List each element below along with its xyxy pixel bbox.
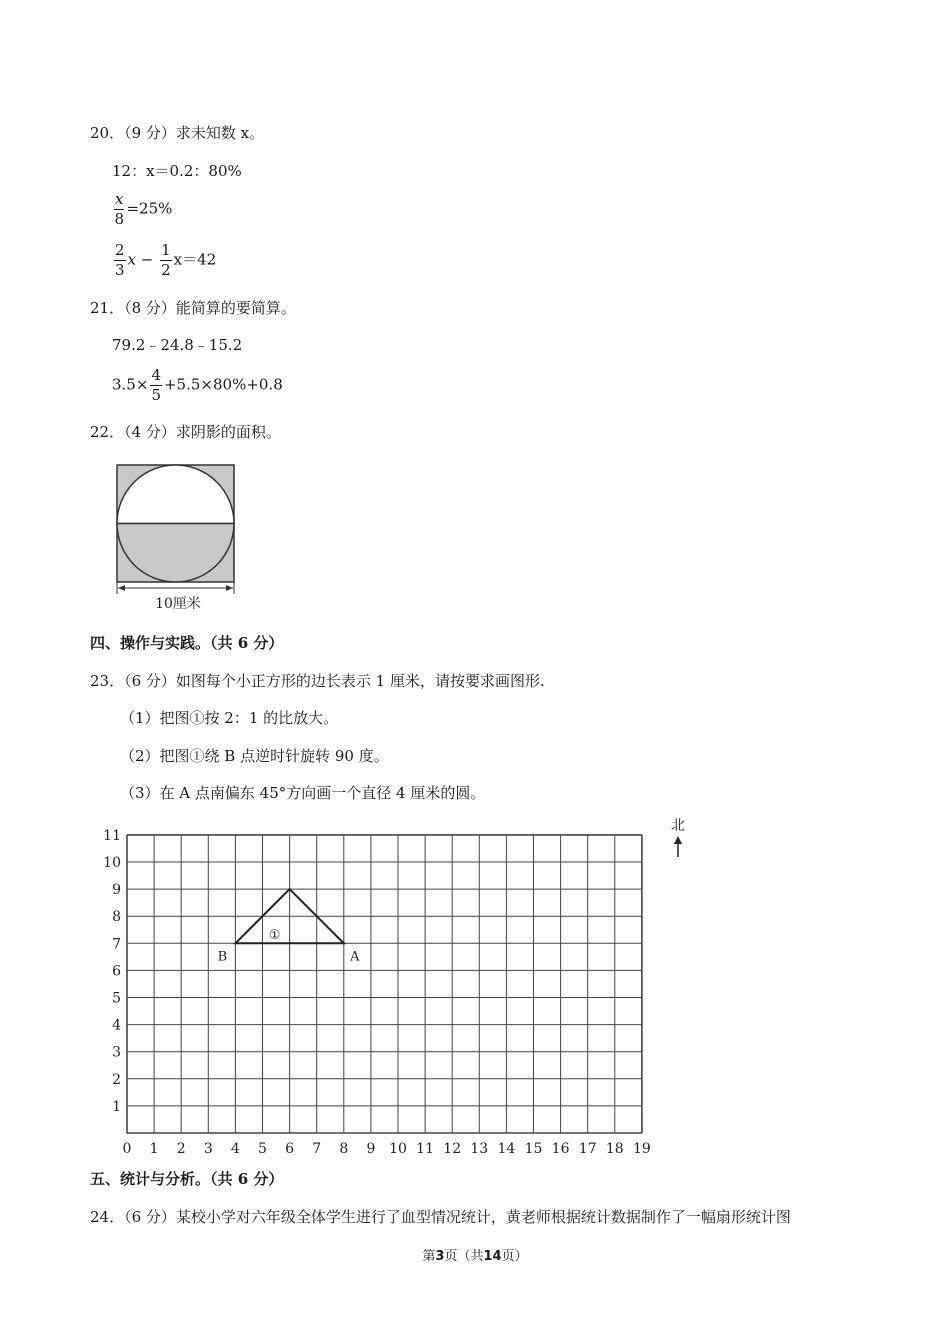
q20-eq2-numerator: x [115, 190, 124, 208]
y-tick-label: 4 [112, 1017, 121, 1034]
x-tick-label: 1 [149, 1141, 159, 1157]
x-tick-label: 15 [524, 1141, 543, 1157]
x-tick-label: 11 [416, 1141, 435, 1157]
x-tick-label: 17 [578, 1141, 597, 1157]
x-tick-label: 9 [366, 1141, 376, 1157]
x-tick-label: 4 [230, 1141, 240, 1157]
q20-equation-3 [112, 243, 216, 278]
q20-eq3-rest: x＝42 [173, 250, 217, 269]
q20-equation-2 [112, 192, 172, 227]
footer-mid: 页（共 [444, 1249, 484, 1264]
x-tick-label: 8 [339, 1141, 349, 1157]
q20-eq3-f1-numerator: 2 [115, 241, 125, 259]
q23-north-arrow-icon [674, 836, 682, 844]
x-tick-label: 18 [605, 1141, 624, 1157]
y-tick-label: 5 [112, 990, 121, 1007]
footer-page-number: 3 [435, 1249, 445, 1264]
q22-shaded-figure [108, 458, 248, 618]
q23-title: 23．（6 分）如图每个小正方形的边长表示 1 厘米，请按要求画图形. [90, 672, 545, 690]
y-tick-label: 10 [103, 855, 121, 871]
q20-eq3-fraction-2 [160, 243, 172, 278]
y-tick-label: 1 [112, 1098, 121, 1115]
q23-north-label: 北 [671, 818, 685, 834]
q22-title: 22．（4 分）求阴影的面积。 [90, 423, 281, 441]
q24-title: 24．（6 分）某校小学对六年级全体学生进行了血型情况统计，黄老师根据统计数据制作了一幅扇形统计图 [90, 1208, 791, 1226]
footer-total-pages: 14 [483, 1249, 502, 1264]
q23-grid-figure [100, 815, 700, 1160]
x-tick-label: 12 [443, 1141, 462, 1157]
section-5-heading: 五、统计与分析。（共 6 分） [90, 1170, 284, 1188]
x-tick-label: 19 [632, 1141, 651, 1157]
q23-grid-tick-labels [103, 828, 651, 1157]
q20-eq3-f2-numerator: 1 [161, 241, 171, 259]
y-tick-label: 2 [112, 1071, 121, 1088]
q23-step-1: （1）把图①按 2：1 的比放大。 [120, 709, 339, 727]
q21-expr2-fraction [150, 368, 162, 403]
x-tick-label: 16 [551, 1141, 570, 1157]
q22-arrow-left [118, 585, 125, 591]
page-footer [0, 1245, 950, 1264]
q23-point-b-label: B [217, 949, 228, 965]
q21-expr2-post: +5.5×80%+0.8 [163, 375, 283, 394]
q20-eq3-f2-denominator: 2 [161, 261, 171, 279]
x-tick-label: 0 [122, 1141, 132, 1157]
q20-eq3-fraction-1 [114, 243, 126, 278]
x-tick-label: 5 [258, 1141, 267, 1157]
q22-dimension-label: 10厘米 [155, 596, 201, 612]
q21-expr2-pre: 3.5× [112, 375, 149, 394]
q21-expression-2 [112, 368, 283, 403]
section-4-heading: 四、操作与实践。（共 6 分） [90, 634, 284, 652]
q20-eq2-denominator: 8 [114, 210, 124, 228]
y-tick-label: 8 [112, 909, 121, 926]
q20-title: 20．（9 分）求未知数 x。 [90, 124, 265, 142]
q20-equation-1: 12：x＝0.2：80% [112, 162, 242, 180]
q23-step-3: （3）在 A 点南偏东 45°方向画一个直径 4 厘米的圆。 [120, 784, 486, 802]
q23-step-2: （2）把图①绕 B 点逆时针旋转 90 度。 [120, 747, 389, 765]
q23-point-a-label: A [350, 949, 360, 965]
y-tick-label: 3 [112, 1044, 121, 1061]
x-tick-label: 7 [312, 1141, 322, 1157]
footer-suffix: 页） [501, 1249, 528, 1264]
x-tick-label: 6 [285, 1141, 295, 1157]
y-tick-label: 6 [112, 963, 121, 980]
footer-prefix: 第 [422, 1249, 436, 1264]
x-tick-label: 10 [389, 1141, 407, 1157]
x-tick-label: 13 [470, 1141, 489, 1157]
x-tick-label: 14 [497, 1141, 516, 1157]
q21-expr2-denominator: 5 [151, 386, 161, 404]
q20-eq2-rest: =25% [126, 199, 173, 218]
q20-eq3-f1-denominator: 3 [115, 261, 125, 279]
q23-triangle-label: ① [268, 927, 281, 943]
q21-expression-1: 79.2﹣24.8﹣15.2 [112, 336, 243, 354]
q23-grid-lines [127, 835, 642, 1133]
q21-title: 21．（8 分）能简算的要简算。 [90, 299, 296, 317]
q20-eq2-fraction [114, 192, 124, 227]
q21-expr2-numerator: 4 [151, 366, 161, 384]
q22-arrow-right [226, 585, 233, 591]
x-tick-label: 2 [176, 1141, 186, 1157]
x-tick-label: 3 [203, 1141, 213, 1157]
y-tick-label: 11 [103, 827, 121, 844]
y-tick-label: 9 [112, 882, 121, 899]
q20-eq3-mid: x − [127, 250, 154, 269]
y-tick-label: 7 [112, 936, 121, 953]
